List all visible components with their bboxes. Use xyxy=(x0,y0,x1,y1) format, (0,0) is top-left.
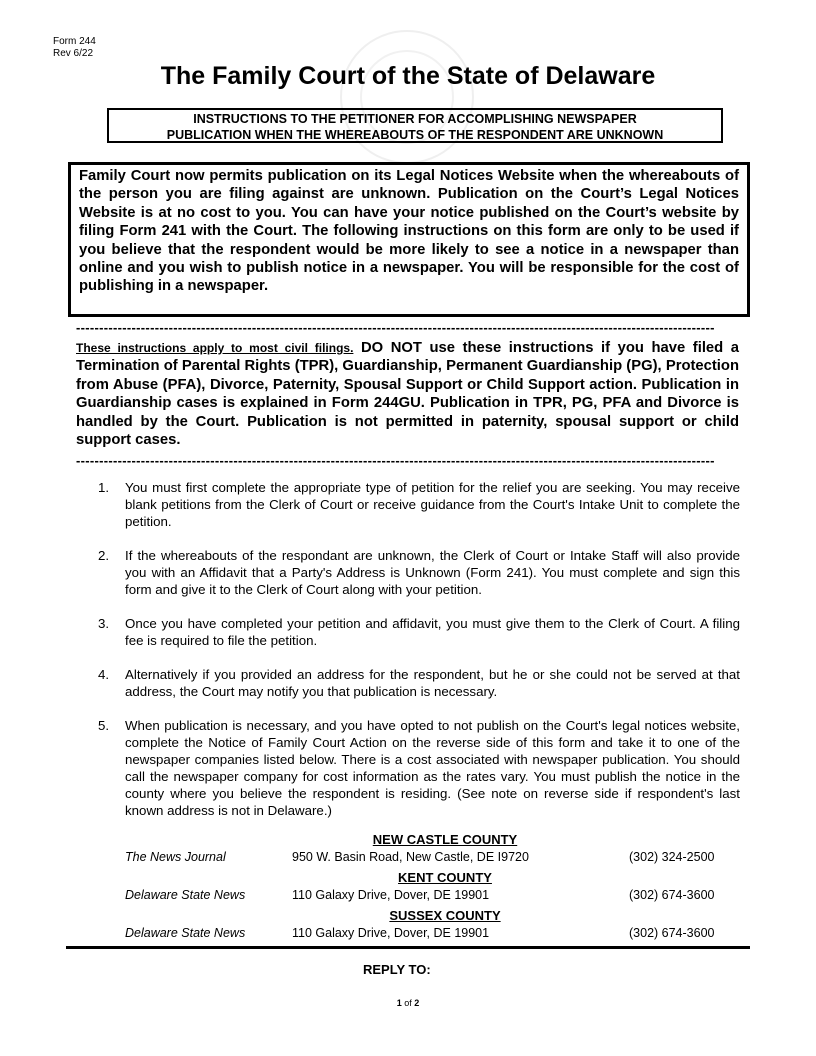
newspaper-name: Delaware State News xyxy=(125,888,246,902)
page-title: The Family Court of the State of Delaware xyxy=(160,62,656,90)
step-number: 5. xyxy=(98,718,110,733)
page-of: of xyxy=(404,998,412,1008)
step-number: 2. xyxy=(98,548,110,563)
list-item xyxy=(98,666,740,700)
newspaper-phone: (302) 324-2500 xyxy=(629,850,715,864)
form-number: Form 244 xyxy=(53,36,96,47)
county-heading-new-castle: NEW CASTLE COUNTY xyxy=(372,832,518,847)
steps-list xyxy=(98,479,740,836)
newspaper-address: 110 Galaxy Drive, Dover, DE 19901 xyxy=(292,926,490,940)
county-heading-sussex: SUSSEX COUNTY xyxy=(389,908,501,923)
legal-notices-text: Family Court now permits publication on its Legal Notices Website when the whereabouts of the person you are filing against are unknown. Publication on the Court’s Legal Notices Website is at no cost to you. You can have your notice published on the Court’s website by filing Form 241 with the Court. The following instructions on this form are only to be used if you believe that the respondent would be more likely to see a notice in a newspaper than online and you wish to publish notice in a newspaper. You will be responsible for the cost of publishing in a newspaper. xyxy=(79,168,739,295)
newspaper-name: Delaware State News xyxy=(125,926,246,940)
court-seal-watermark xyxy=(340,30,474,164)
legal-notices-website-box xyxy=(68,162,750,317)
page-total: 2 xyxy=(414,998,420,1008)
instructions-heading-box xyxy=(107,108,723,143)
newspaper-phone: (302) 674-3600 xyxy=(629,926,715,940)
footer-rule xyxy=(66,946,750,949)
step-text: You must first complete the appropriate type of petition for the relief you are seeking. You may receive blank petitions from the Clerk of Court or receive guidance from the Court's Intake Unit to complete the petition. xyxy=(125,480,740,529)
newspaper-row-sussex xyxy=(125,924,725,946)
page-number xyxy=(0,998,816,1008)
page-current: 1 xyxy=(396,998,402,1008)
civil-filings-lead: These instructions apply to most civil filings. xyxy=(76,341,354,355)
step-text: Once you have completed your petition and affidavit, you must give them to the Clerk of Court. A filing fee is required to file the petition. xyxy=(125,616,740,648)
county-heading-kent: KENT COUNTY xyxy=(398,870,492,885)
newspaper-listing xyxy=(125,832,725,946)
step-text: If the whereabouts of the respondant are unknown, the Clerk of Court or Intake Staff will also provide you with an Affidavit that a Party's Address is Unknown (Form 241). You must complete and sign this form and give it to the Clerk of Court along with your petition. xyxy=(125,548,740,597)
list-item xyxy=(98,479,740,530)
form-number-block xyxy=(53,36,96,60)
newspaper-row-kent xyxy=(125,886,725,908)
newspaper-address: 110 Galaxy Drive, Dover, DE 19901 xyxy=(292,888,490,902)
newspaper-row-new-castle xyxy=(125,848,725,870)
civil-filings-paragraph xyxy=(76,339,739,449)
reply-to-label: REPLY TO: xyxy=(363,962,431,977)
step-text: Alternatively if you provided an address for the respondent, but he or she could not be served at that address, the Court may notify you that publication is necessary. xyxy=(125,667,740,699)
step-number: 4. xyxy=(98,667,110,682)
form-revision: Rev 6/22 xyxy=(53,48,94,59)
step-number: 3. xyxy=(98,616,110,631)
instructions-heading-line-2: PUBLICATION WHEN THE WHEREABOUTS OF THE RESPONDENT ARE UNKNOWN xyxy=(166,128,664,142)
separator-top: ------------------------------------------------------------------------------------------------------------------------------------------ xyxy=(76,320,715,335)
step-number: 1. xyxy=(98,480,110,495)
separator-bottom: ------------------------------------------------------------------------------------------------------------------------------------------ xyxy=(76,453,715,468)
civil-filings-text: DO NOT use these instructions if you have filed a Termination of Parental Rights (TPR), Guardianship, Permanent Guardianship (PG), Protection from Abuse (PFA), Divorce, Paternity, Spousal Support or Child Support action. Publication in Guardianship cases is explained in Form 244GU. Publication in TPR, PG, PFA and Divorce is handled by the Court. Publication is not permitted in paternity, spousal support or child support cases. xyxy=(76,340,739,449)
list-item xyxy=(98,615,740,649)
newspaper-phone: (302) 674-3600 xyxy=(629,888,715,902)
list-item xyxy=(98,717,740,819)
list-item xyxy=(98,547,740,598)
newspaper-name: The News Journal xyxy=(125,850,226,864)
step-text: When publication is necessary, and you have opted to not publish on the Court's legal notices website, complete the Notice of Family Court Action on the reverse side of this form and take it to one of the newspaper companies listed below. There is a cost associated with newspaper publication. You should call the newspaper company for cost information as the rates vary. You must publish the notice in the county where you believe the respondent is residing. (See note on reverse side if respondent's last known address is not in Delaware.) xyxy=(125,718,740,818)
newspaper-address: 950 W. Basin Road, New Castle, DE I9720 xyxy=(292,850,529,864)
instructions-heading-line-1: INSTRUCTIONS TO THE PETITIONER FOR ACCOMPLISHING NEWSPAPER xyxy=(193,112,637,126)
